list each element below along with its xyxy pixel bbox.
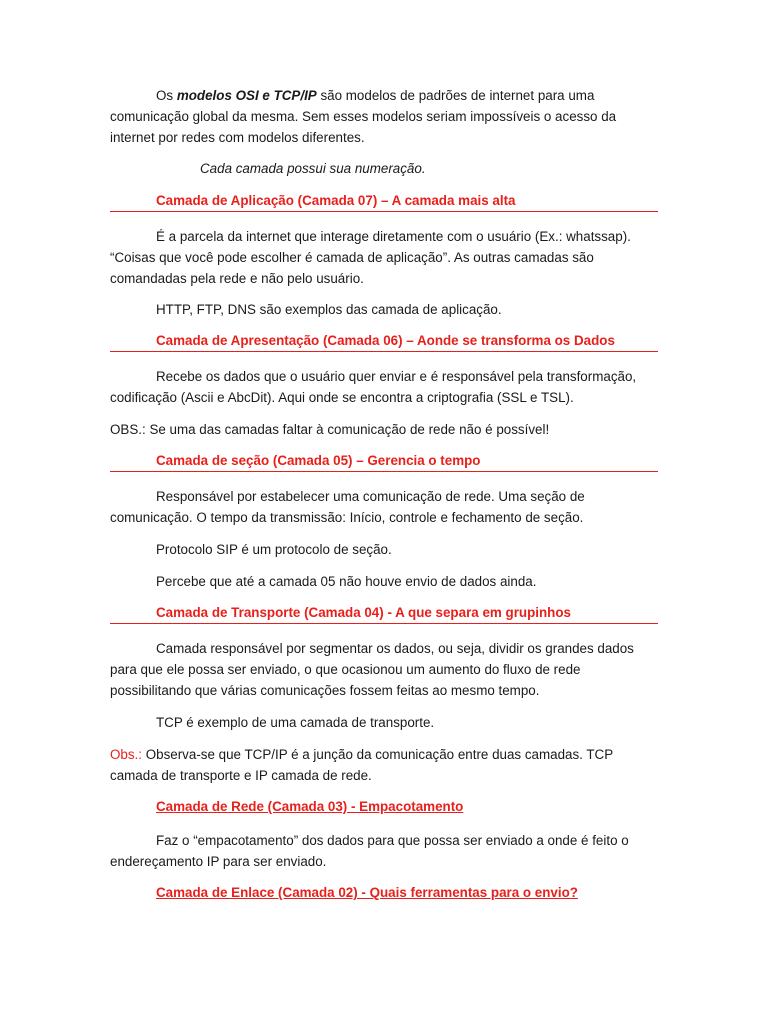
numbering-note: Cada camada possui sua numeração. [200,161,426,176]
intro-paragraph: Os modelos OSI e TCP/IP são modelos de padrões de internet para uma comunicação global da mesma. Sem esses modelos seriam impossíveis o acesso da internet por redes com modelos diferentes. [110,88,617,145]
heading-network-layer: Camada de Rede (Camada 03) - Empacotamento [156,799,464,814]
presentation-paragraph-1: Recebe os dados que o usuário quer enviar e é responsável pela transformação, codificação (Ascii e AbcDit). Aqui onde se encontra a criptografia (SSL e TSL). [110,369,637,405]
obs-paragraph: OBS.: Se uma das camadas faltar à comunicação de rede não é possível! [110,422,550,437]
transport-paragraph-2: TCP é exemplo de uma camada de transporte. [156,715,435,730]
session-paragraph-2: Protocolo SIP é um protocolo de seção. [156,542,392,557]
session-paragraph-1: Responsável por estabelecer uma comunicação de rede. Uma seção de comunicação. O tempo da transmissão: Início, controle e fechamento de seção. [110,489,585,525]
application-paragraph-1: É a parcela da internet que interage diretamente com o usuário (Ex.: whatssap). “Coisas que você pode escolher é camada de aplicação”. As outras camadas são comandadas pela rede e não pelo usuário. [110,229,631,286]
heading-link-layer: Camada de Enlace (Camada 02) - Quais ferramentas para o envio? [156,885,578,900]
obs-label: Obs.: [110,747,142,762]
transport-paragraph-1: Camada responsável por segmentar os dados, ou seja, dividir os grandes dados para que ele possa ser enviado, o que ocasionou um aumento do fluxo de rede possibilitando que várias comunicações fossem feitas ao mesmo tempo. [110,641,634,698]
application-paragraph-2: HTTP, FTP, DNS são exemplos das camada de aplicação. [156,302,502,317]
heading-application-layer: Camada de Aplicação (Camada 07) – A camada mais alta [110,191,658,212]
session-paragraph-3: Percebe que até a camada 05 não houve envio de dados ainda. [156,574,537,589]
heading-transport-layer: Camada de Transporte (Camada 04) - A que separa em grupinhos [110,603,658,624]
network-paragraph-1: Faz o “empacotamento” dos dados para que possa ser enviado a onde é feito o endereçamento IP para ser enviado. [110,833,629,869]
transport-obs-paragraph: Obs.: Observa-se que TCP/IP é a junção da comunicação entre duas camadas. TCP camada de transporte e IP camada de rede. [110,747,613,783]
heading-session-layer: Camada de seção (Camada 05) – Gerencia o tempo [110,451,658,472]
heading-presentation-layer: Camada de Apresentação (Camada 06) – Aonde se transforma os Dados [110,331,658,352]
